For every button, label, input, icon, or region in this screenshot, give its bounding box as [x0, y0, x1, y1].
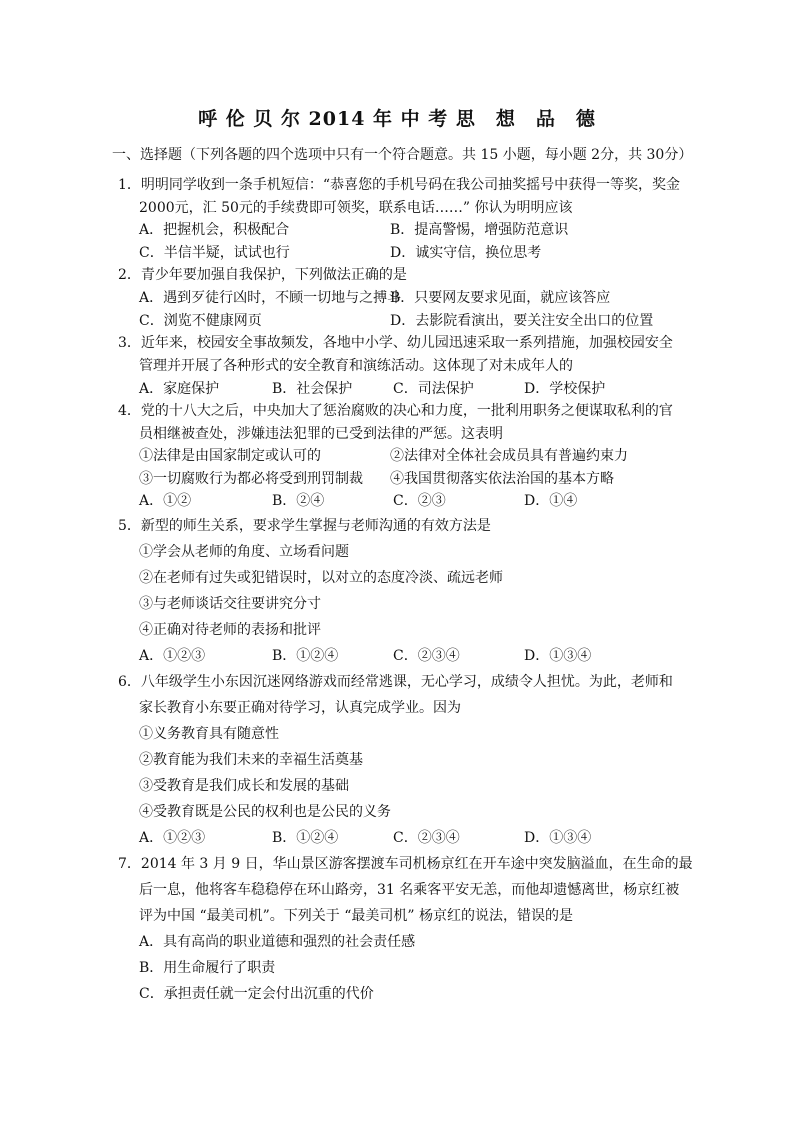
q6-option-d: D．①③④ [524, 830, 592, 846]
q4-statement-3: ③一切腐败行为都必将受到刑罚制裁 [139, 471, 363, 487]
q3-option-b: B．社会保护 [272, 381, 353, 397]
q5-statement-4: ④正确对待老师的表扬和批评 [139, 622, 321, 638]
q4-option-c: C．②③ [393, 493, 446, 509]
q4-statement-1: ①法律是由国家制定或认可的 [139, 448, 321, 464]
q4-statement-2: ②法律对全体社会成员具有普遍约束力 [390, 448, 628, 464]
q6-statement-3: ③受教育是我们成长和发展的基础 [139, 778, 349, 794]
q1-option-a: A．把握机会，积极配合 [139, 222, 290, 238]
q1-option-d: D．诚实守信，换位思考 [390, 245, 542, 261]
section-heading: 一、选择题（下列各题的四个选项中只有一个符合题意。共 15 小题，每小题 2分，共 30分） [112, 147, 693, 163]
q4-option-d: D．①④ [524, 493, 578, 509]
q5-option-a: A．①②③ [139, 648, 206, 664]
q1-option-c: C．半信半疑，试试也行 [139, 245, 290, 261]
q5-option-d: D．①③④ [524, 648, 592, 664]
q4-option-b: B．②④ [272, 493, 325, 509]
q6-statement-1: ①义务教育具有随意性 [139, 726, 279, 742]
q7-stem-line1: 7．2014 年 3 月 9 日，华山景区游客摆渡车司机杨京红在开车途中突发脑溢血，在生命的最 [118, 856, 693, 872]
q7-stem-line3: 评为中国 “最美司机”。下列关于 “最美司机” 杨京红的说法，错误的是 [139, 908, 573, 924]
q6-statement-4: ④受教育既是公民的权利也是公民的义务 [139, 804, 391, 820]
q2-option-c: C．浏览不健康网页 [139, 313, 262, 329]
q6-option-a: A．①②③ [139, 830, 206, 846]
q3-stem-line2: 管理并开展了各种形式的安全教育和演练活动。这体现了对未成年人的 [139, 358, 573, 374]
q4-stem-line1: 4．党的十八大之后，中央加大了惩治腐败的决心和力度，一批利用职务之便谋取私利的官 [118, 403, 673, 419]
q2-option-b: B．只要网友要求见面，就应该答应 [390, 290, 611, 306]
q5-stem-line1: 5．新型的师生关系，要求学生掌握与老师沟通的有效方法是 [118, 518, 491, 534]
q3-stem-line1: 3．近年来，校园安全事故频发，各地中小学、幼儿园迅速采取一系列措施，加强校园安全 [118, 335, 673, 351]
exam-title: 呼 伦 贝 尔 2014 年 中 考 思 想 品 德 [198, 108, 596, 130]
q5-option-c: C．②③④ [393, 648, 460, 664]
q3-option-d: D．学校保护 [524, 381, 606, 397]
q6-option-b: B．①②④ [272, 830, 339, 846]
q5-statement-3: ③与老师谈话交往要讲究分寸 [139, 596, 321, 612]
q4-stem-line2: 员相继被查处，涉嫌违法犯罪的已受到法律的严惩。这表明 [139, 426, 503, 442]
q6-statement-2: ②教育能为我们未来的幸福生活奠基 [139, 752, 363, 768]
q7-stem-line2: 后一息，他将客车稳稳停在环山路旁，31 名乘客平安无恙，而他却遗憾离世，杨京红被 [139, 882, 680, 898]
q5-statement-2: ②在老师有过失或犯错误时，以对立的态度冷淡、疏远老师 [139, 570, 503, 586]
q7-option-c: C．承担责任就一定会付出沉重的代价 [139, 986, 374, 1002]
q7-option-a: A．具有高尚的职业道德和强烈的社会责任感 [139, 934, 416, 950]
q3-option-c: C．司法保护 [393, 381, 474, 397]
q6-option-c: C．②③④ [393, 830, 460, 846]
q1-stem-line1: 1．明明同学收到一条手机短信：“恭喜您的手机号码在我公司抽奖摇号中获得一等奖，奖金 [118, 177, 681, 193]
q3-option-a: A．家庭保护 [139, 381, 220, 397]
q2-stem-line1: 2．青少年要加强自我保护，下列做法正确的是 [118, 267, 407, 283]
q1-option-b: B．提高警惕，增强防范意识 [390, 222, 569, 238]
q7-option-b: B．用生命履行了职责 [139, 960, 276, 976]
q5-statement-1: ①学会从老师的角度、立场看问题 [139, 544, 349, 560]
q6-stem-line1: 6．八年级学生小东因沉迷网络游戏而经常逃课，无心学习，成绩令人担忧。为此，老师和 [118, 674, 673, 690]
q2-option-a: A．遇到歹徒行凶时，不顾一切地与之搏斗 [139, 290, 402, 306]
q1-stem-line2: 2000元，汇 50元的手续费即可领奖，联系电话……” 你认为明明应该 [139, 200, 573, 216]
q2-option-d: D．去影院看演出，要关注安全出口的位置 [390, 313, 654, 329]
q4-option-a: A．①② [139, 493, 192, 509]
q4-statement-4: ④我国贯彻落实依法治国的基本方略 [390, 471, 614, 487]
q6-stem-line2: 家长教育小东要正确对待学习，认真完成学业。因为 [139, 700, 461, 716]
q5-option-b: B．①②④ [272, 648, 339, 664]
